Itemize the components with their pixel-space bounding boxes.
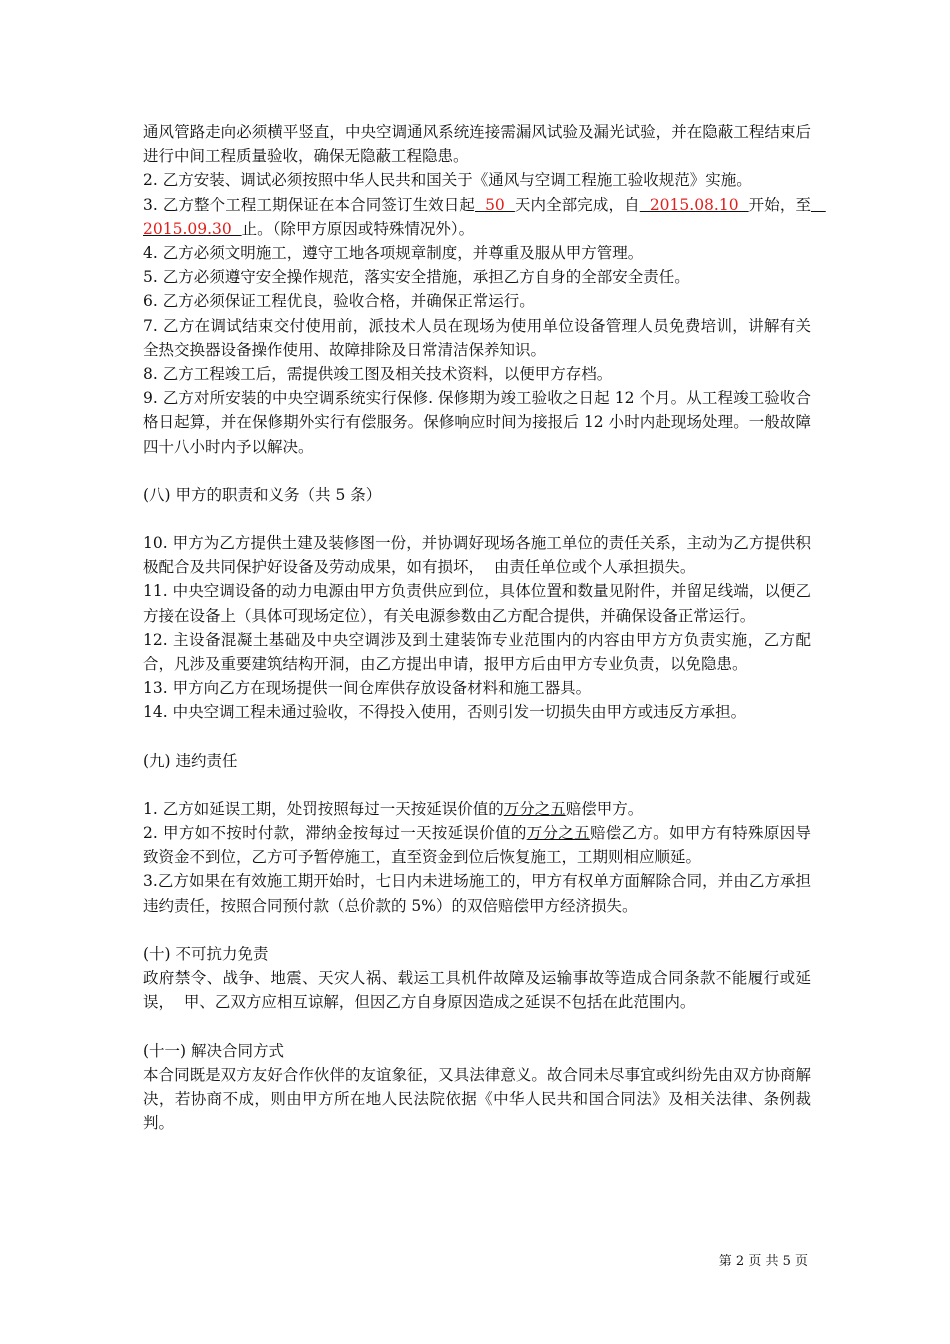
- section-heading-8: (八) 甲方的职责和义务（共 5 条）: [143, 485, 382, 504]
- clause-7: 7. 乙方在调试结束交付使用前，派技术人员在现场为使用单位设备管理人员免费培训，讲解有关全热交换器设备操作使用、故障排除及日常清洁保养知识。: [143, 316, 811, 359]
- document-page: [143, 120, 826, 1135]
- clause-5: 5. 乙方必须遵守安全操作规范，落实安全措施，承担乙方自身的全部安全责任。: [143, 268, 690, 287]
- start-date: 2015.08.10: [639, 195, 749, 214]
- section-heading-11: (十一) 解决合同方式: [143, 1041, 285, 1060]
- clause-9: 9. 乙方对所安装的中央空调系统实行保修. 保修期为竣工验收之日起 12 个月。从工程竣工验收合格日起算，并在保修期外实行有偿服务。保修响应时间为接报后 12 小时内赴现场处理。一般故障四十八小时内予以解决。: [143, 389, 811, 456]
- penalty-2: 2. 甲方如不按时付款，滞纳金按每过一天按延误价值的万分之五赔偿乙方。如甲方有特殊原因导致资金不到位，乙方可予暂停施工，直至资金到位后恢复施工，工期则相应顺延。: [143, 824, 811, 867]
- end-date: 2015.09.30: [143, 195, 826, 238]
- force-majeure-text: 政府禁令、战争、地震、天灾人祸、载运工具机件故障及运输事故等造成合同条款不能履行或延误， 甲、乙双方应相互谅解，但因乙方自身原因造成之延误不包括在此范围内。: [143, 969, 811, 1012]
- clause-8: 8. 乙方工程竣工后，需提供竣工图及相关技术资料，以便甲方存档。: [143, 365, 613, 384]
- clause-13: 13. 甲方向乙方在现场提供一间仓库供存放设备材料和施工器具。: [143, 679, 592, 698]
- clause-3: 3. 乙方整个工程工期保证在本合同签订生效日起 50 天内全部完成，自 2015.08.10 开始，至 2015.09.30 止。（除甲方原因或特殊情况外）。: [143, 195, 826, 238]
- clause-6: 6. 乙方必须保证工程优良，验收合格，并确保正常运行。: [143, 292, 535, 311]
- section-heading-9: (九) 违约责任: [143, 751, 238, 770]
- clause-4: 4. 乙方必须文明施工，遵守工地各项规章制度，并尊重及服从甲方管理。: [143, 244, 644, 263]
- penalty-1: 1. 乙方如延误工期，处罚按照每过一天按延误价值的万分之五赔偿甲方。: [143, 799, 644, 818]
- duration-days: 50: [475, 195, 515, 214]
- penalty-rate-2: 万分之五: [526, 824, 590, 843]
- clause-12: 12. 主设备混凝土基础及中央空调涉及到土建装饰专业范围内的内容由甲方方负责实施，乙方配合，凡涉及重要建筑结构开洞，由乙方提出申请，报甲方后由甲方专业负责，以免隐患。: [143, 630, 811, 674]
- clause-11: 11. 中央空调设备的动力电源由甲方负责供应到位，具体位置和数量见附件，并留足线端，以便乙方接在设备上（具体可现场定位），有关电源参数由乙方配合提供，并确保设备正常运行。: [143, 582, 811, 625]
- paragraph-continuation: 通风管路走向必须横平竖直，中央空调通风系统连接需漏风试验及漏光试验，并在隐蔽工程结束后进行中间工程质量验收，确保无隐蔽工程隐患。: [143, 123, 811, 166]
- clause-14: 14. 中央空调工程未通过验收，不得投入使用，否则引发一切损失由甲方或违反方承担。: [143, 703, 747, 722]
- penalty-rate-1: 万分之五: [503, 799, 566, 818]
- clause-2: 2. 乙方安装、调试必须按照中华人民共和国关于《通风与空调工程施工验收规范》实施。: [143, 171, 752, 190]
- section-heading-10: (十) 不可抗力免责: [143, 944, 269, 963]
- dispute-resolution-text: 本合同既是双方友好合作伙伴的友谊象征，又具法律意义。故合同未尽事宜或纠纷先由双方协商解决，若协商不成，则由甲方所在地人民法院依据《中华人民共和国合同法》及相关法律、条例裁判。: [143, 1065, 811, 1133]
- penalty-3: 3.乙方如果在有效施工期开始时，七日内未进场施工的，甲方有权单方面解除合同，并由乙方承担违约责任，按照合同预付款（总价款的 5%）的双倍赔偿甲方经济损失。: [143, 872, 811, 915]
- page-number: 第 2 页 共 5 页: [718, 1254, 808, 1269]
- clause-10: 10. 甲方为乙方提供土建及装修图一份，并协调好现场各施工单位的责任关系，主动为乙方提供积极配合及共同保护好设备及劳动成果，如有损坏， 由责任单位或个人承担损失。: [143, 534, 811, 577]
